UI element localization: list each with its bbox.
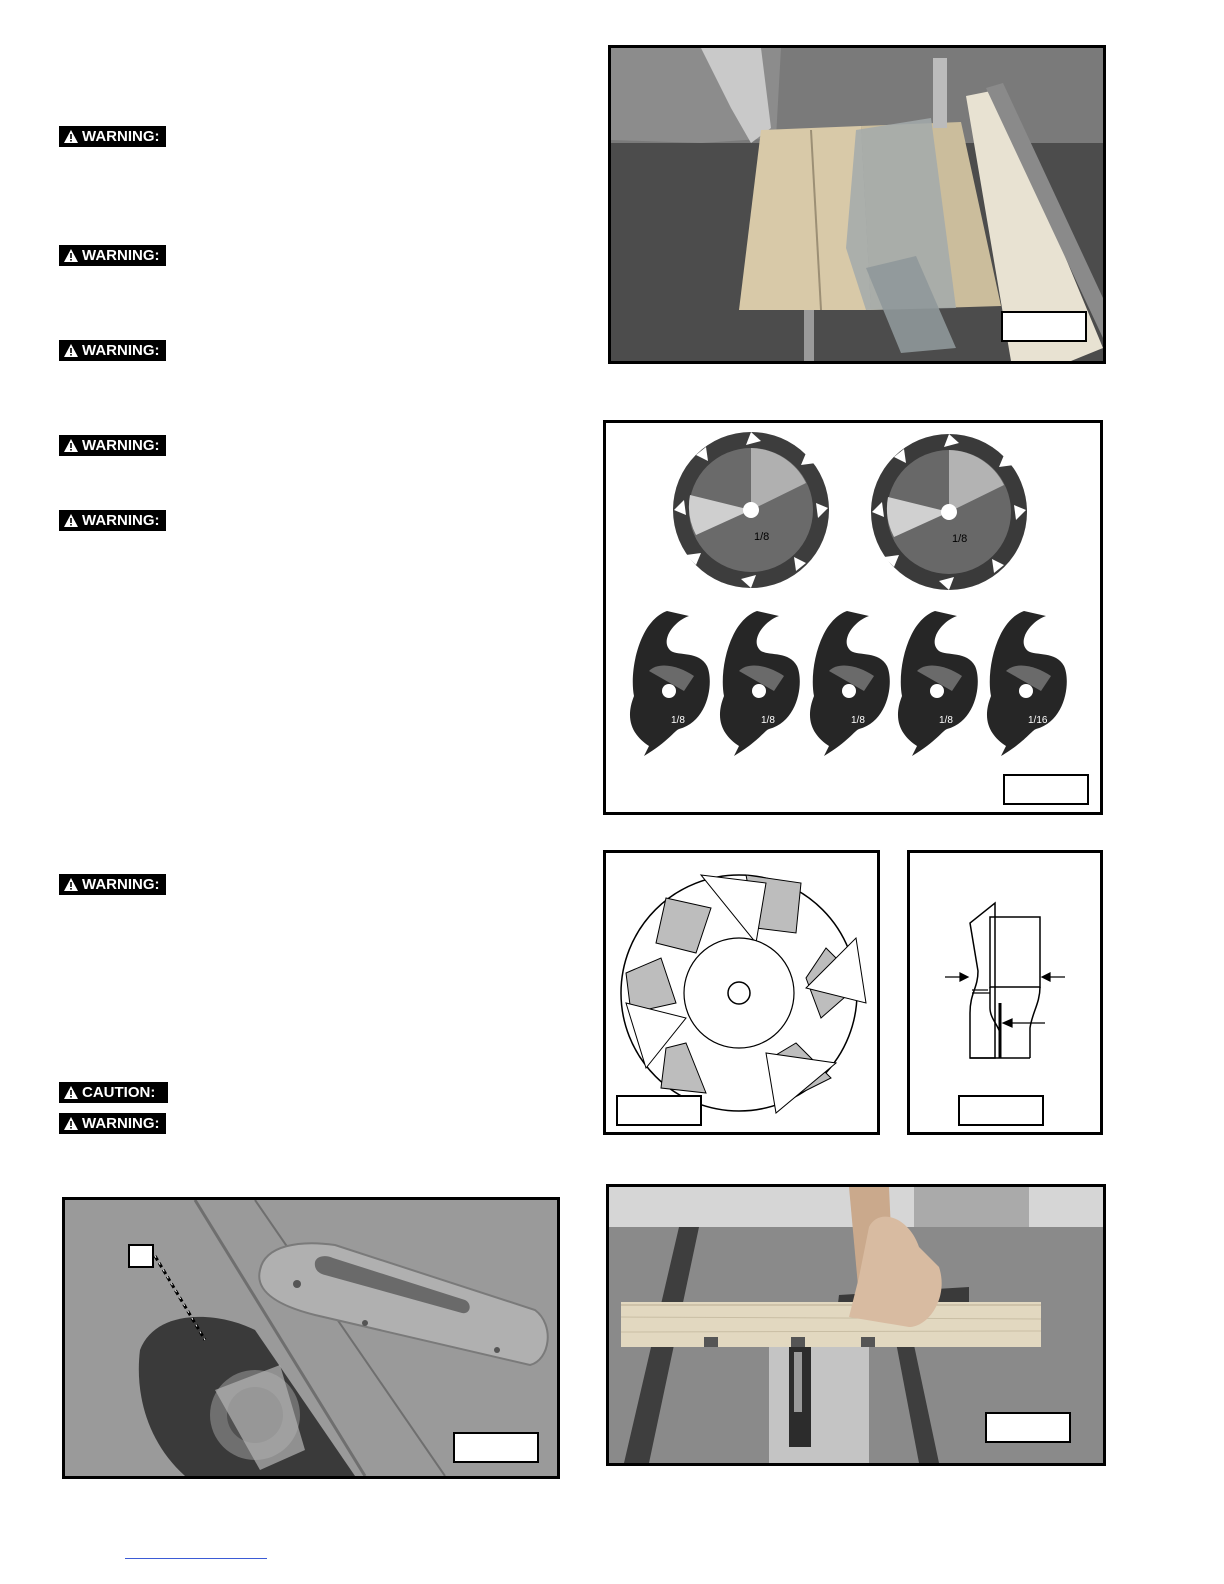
figure-label — [453, 1432, 539, 1463]
chipper-mark: 1/8 — [761, 715, 775, 726]
chippers-group — [630, 611, 1067, 756]
chipper-mark: 1/8 — [671, 715, 685, 726]
chipper-arbor-hole — [842, 684, 856, 698]
figure-label — [958, 1095, 1044, 1126]
dado-assembly-figure — [603, 850, 880, 1135]
warning-badge-3 — [59, 340, 166, 361]
dado-cut-photo — [606, 1184, 1106, 1466]
chipper-arbor-hole — [752, 684, 766, 698]
chipper-4 — [898, 611, 978, 756]
warning-triangle-icon — [63, 129, 79, 144]
warning-label: WARNING: — [82, 128, 160, 145]
warning-badge-2 — [59, 245, 166, 266]
outside-blade-left — [673, 432, 829, 588]
warning-badge-6 — [59, 874, 166, 895]
rip-cut-photo — [608, 45, 1106, 364]
warning-triangle-icon — [63, 248, 79, 263]
blade-mark: 1/8 — [952, 533, 968, 545]
chipper-body — [898, 611, 978, 756]
figure-label — [985, 1412, 1071, 1443]
dado-set-illustration — [606, 423, 1100, 812]
chipper-mark: 1/8 — [851, 715, 865, 726]
chipper-detail-figure — [907, 850, 1103, 1135]
callout-box — [128, 1244, 154, 1268]
warning-triangle-icon — [63, 438, 79, 453]
warning-triangle-icon — [63, 513, 79, 528]
chipper-arbor-hole — [930, 684, 944, 698]
footer-link-underline — [125, 1558, 267, 1559]
chipper-body — [630, 611, 710, 756]
chipper-detail-illustration — [910, 853, 1100, 1132]
figure-label — [1003, 774, 1089, 805]
throat-plate-photo — [62, 1197, 560, 1479]
warning-label: WARNING: — [82, 512, 160, 529]
chipper-body — [987, 611, 1067, 756]
chipper-body — [720, 611, 800, 756]
chipper-mark: 1/8 — [939, 715, 953, 726]
chipper-body — [810, 611, 890, 756]
caution-label: CAUTION: — [82, 1084, 156, 1101]
chipper-mark: 1/16 — [1028, 715, 1048, 726]
chipper-2 — [720, 611, 800, 756]
chipper-3 — [810, 611, 890, 756]
warning-badge-7 — [59, 1113, 166, 1134]
chipper-arbor-hole — [662, 684, 676, 698]
chipper-5 — [987, 611, 1067, 756]
warning-badge-1 — [59, 126, 166, 147]
warning-triangle-icon — [63, 877, 79, 892]
warning-badge-4 — [59, 435, 166, 456]
warning-triangle-icon — [63, 1116, 79, 1131]
figure-label — [616, 1095, 702, 1126]
warning-badge-5 — [59, 510, 166, 531]
figure-label — [1001, 311, 1087, 342]
warning-label: WARNING: — [82, 876, 160, 893]
warning-triangle-icon — [63, 343, 79, 358]
blade-mark: 1/8 — [754, 531, 770, 543]
warning-label: WARNING: — [82, 247, 160, 264]
warning-label: WARNING: — [82, 342, 160, 359]
caution-triangle-icon — [63, 1085, 79, 1100]
chipper-1 — [630, 611, 710, 756]
dado-assembly-illustration — [606, 853, 877, 1132]
dado-set-figure — [603, 420, 1103, 815]
warning-label: WARNING: — [82, 1115, 160, 1132]
caution-badge — [59, 1082, 168, 1103]
outside-blade-right — [871, 434, 1027, 590]
chipper-arbor-hole — [1019, 684, 1033, 698]
warning-label: WARNING: — [82, 437, 160, 454]
